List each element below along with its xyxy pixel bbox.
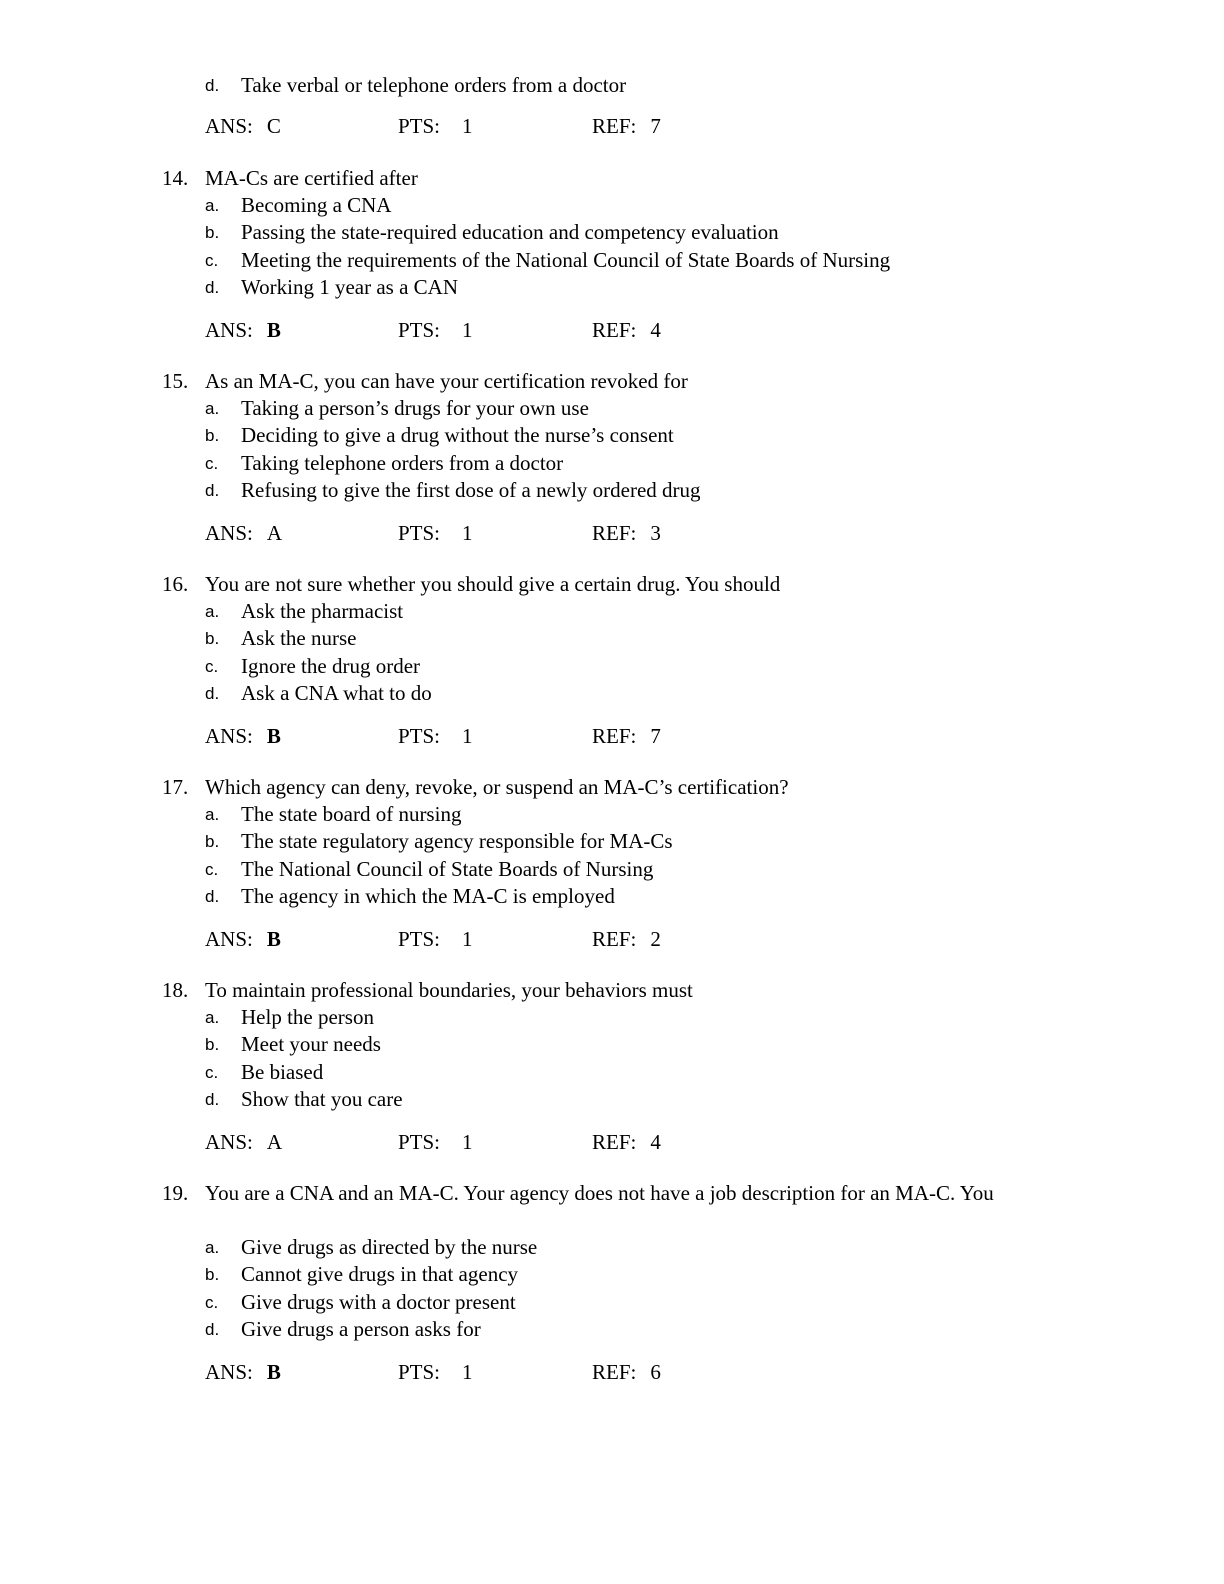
option-text: Refusing to give the first dose of a newly ordered drug	[241, 477, 701, 502]
ref-label: REF:	[592, 521, 637, 546]
ans-value: B	[266, 724, 281, 749]
question-15	[0, 368, 1224, 547]
question-text: MA-Cs are certified after	[205, 166, 418, 190]
question-stem	[0, 977, 1224, 1004]
ans-value: A	[266, 1130, 283, 1155]
points-field	[398, 1359, 473, 1386]
ref-value: 6	[650, 1360, 661, 1385]
question-stem	[0, 571, 1224, 598]
question-17	[0, 774, 1224, 953]
option-text: The agency in which the MA-C is employed	[241, 883, 615, 908]
question-number: 18.	[162, 978, 189, 1002]
option-text: Show that you care	[241, 1086, 403, 1111]
option-letter: c.	[205, 453, 219, 473]
option-d	[0, 680, 1224, 707]
option-text: The state board of nursing	[241, 802, 462, 826]
ref-label: REF:	[592, 1130, 637, 1155]
points-field	[398, 520, 473, 547]
answer-line	[0, 1129, 1224, 1156]
answer-line	[0, 113, 1224, 140]
pts-label: PTS:	[398, 114, 441, 139]
option-b	[0, 625, 1224, 652]
option-d	[0, 1086, 1224, 1113]
ans-value: B	[266, 318, 281, 343]
option-letter: a.	[205, 1238, 220, 1257]
question-text: You are a CNA and an MA-C. Your agency does not have a job description for an MA-C. You	[205, 1181, 994, 1205]
ans-value: C	[266, 114, 281, 139]
answer-field	[205, 1129, 282, 1156]
question-text: You are not sure whether you should give a certain drug. You should	[205, 572, 781, 596]
option-letter: c.	[205, 250, 219, 270]
ref-value: 2	[650, 927, 661, 952]
ans-value: B	[266, 1360, 281, 1385]
option-text: Deciding to give a drug without the nurse’s consent	[241, 423, 674, 448]
answer-field	[205, 317, 281, 344]
ref-label: REF:	[592, 927, 637, 952]
question-stem	[0, 1180, 1224, 1234]
option-d	[0, 274, 1224, 301]
option-a	[0, 1004, 1224, 1031]
option-b	[0, 1261, 1224, 1288]
option-text: Help the person	[241, 1005, 374, 1029]
option-letter: a.	[205, 1008, 220, 1027]
answer-field	[205, 520, 282, 547]
option-c	[0, 856, 1224, 883]
question-14	[0, 165, 1224, 344]
ans-label: ANS:	[205, 318, 253, 343]
points-field	[398, 1129, 473, 1156]
option-c	[0, 450, 1224, 477]
option-text: Ask the pharmacist	[241, 599, 404, 623]
option-letter: c.	[205, 1062, 219, 1082]
question-number: 15.	[162, 369, 189, 393]
option-text: Becoming a CNA	[241, 193, 392, 217]
points-field	[398, 926, 473, 953]
option-c	[0, 1289, 1224, 1316]
ans-label: ANS:	[205, 1360, 253, 1385]
answer-line	[0, 1359, 1224, 1386]
reference-field	[592, 1129, 661, 1156]
option-letter: c.	[205, 656, 219, 676]
question-stem	[0, 774, 1224, 801]
reference-field	[592, 520, 661, 547]
question-18	[0, 977, 1224, 1156]
option-letter: a.	[205, 196, 220, 215]
pts-label: PTS:	[398, 1130, 441, 1155]
pts-value: 1	[462, 1360, 473, 1385]
option-letter: a.	[205, 602, 220, 621]
option-letter: b.	[205, 426, 220, 446]
pts-value: 1	[462, 927, 473, 952]
question-text: As an MA-C, you can have your certification revoked for	[205, 369, 688, 393]
reference-field	[592, 113, 661, 140]
answer-line	[0, 926, 1224, 953]
question-number: 19.	[162, 1181, 189, 1205]
option-letter: b.	[205, 832, 220, 852]
option-letter: d.	[205, 76, 220, 95]
answer-field	[205, 113, 281, 140]
option-letter: d.	[205, 480, 220, 500]
option-letter: a.	[205, 399, 220, 418]
answer-line	[0, 520, 1224, 547]
option-letter: b.	[205, 223, 220, 243]
option-d	[0, 72, 1224, 99]
option-text: Ignore the drug order	[241, 653, 421, 678]
option-text: Ask the nurse	[241, 626, 357, 651]
pts-value: 1	[462, 318, 473, 343]
option-b	[0, 1031, 1224, 1058]
option-text: Give drugs a person asks for	[241, 1316, 481, 1341]
points-field	[398, 317, 473, 344]
option-text: Cannot give drugs in that agency	[241, 1262, 519, 1287]
pts-label: PTS:	[398, 724, 441, 749]
ans-value: A	[266, 521, 283, 546]
option-text: Ask a CNA what to do	[241, 680, 432, 705]
option-text: Taking a person’s drugs for your own use	[241, 396, 589, 420]
answer-field	[205, 1359, 281, 1386]
question-number: 14.	[162, 166, 189, 190]
question-text: Which agency can deny, revoke, or suspend an MA-C’s certification?	[205, 775, 789, 799]
option-text: Give drugs as directed by the nurse	[241, 1235, 538, 1259]
ref-value: 4	[650, 1130, 661, 1155]
pts-value: 1	[462, 114, 473, 139]
question-19	[0, 1180, 1224, 1386]
option-text: Meet your needs	[241, 1032, 381, 1057]
pts-label: PTS:	[398, 318, 441, 343]
answer-line	[0, 723, 1224, 750]
answer-line	[0, 317, 1224, 344]
pts-label: PTS:	[398, 1360, 441, 1385]
ref-value: 4	[650, 318, 661, 343]
question-number: 17.	[162, 775, 189, 799]
option-b	[0, 422, 1224, 449]
option-text: Give drugs with a doctor present	[241, 1289, 516, 1314]
option-a	[0, 395, 1224, 422]
ref-label: REF:	[592, 114, 637, 139]
option-c	[0, 653, 1224, 680]
ref-value: 7	[650, 724, 661, 749]
points-field	[398, 723, 473, 750]
option-a	[0, 1234, 1224, 1261]
option-text: Be biased	[241, 1059, 324, 1084]
ref-value: 3	[650, 521, 661, 546]
option-text: Taking telephone orders from a doctor	[241, 450, 564, 475]
pts-value: 1	[462, 724, 473, 749]
ref-value: 7	[650, 114, 661, 139]
option-d	[0, 1316, 1224, 1343]
option-letter: b.	[205, 1035, 220, 1055]
ref-label: REF:	[592, 318, 637, 343]
question-number: 16.	[162, 572, 189, 596]
ref-label: REF:	[592, 724, 637, 749]
option-a	[0, 801, 1224, 828]
option-text: Meeting the requirements of the National Council of State Boards of Nursing	[241, 247, 891, 272]
question-stem	[0, 368, 1224, 395]
option-a	[0, 598, 1224, 625]
option-letter: b.	[205, 629, 220, 649]
option-a	[0, 192, 1224, 219]
ans-value: B	[266, 927, 281, 952]
option-text: Working 1 year as a CAN	[241, 274, 459, 299]
option-d	[0, 883, 1224, 910]
option-letter: d.	[205, 277, 220, 297]
pts-label: PTS:	[398, 521, 441, 546]
question-16	[0, 571, 1224, 750]
ans-label: ANS:	[205, 521, 253, 546]
option-b	[0, 828, 1224, 855]
option-c	[0, 247, 1224, 274]
ans-label: ANS:	[205, 724, 253, 749]
answer-field	[205, 723, 281, 750]
option-text: The state regulatory agency responsible for MA-Cs	[241, 829, 673, 854]
ans-label: ANS:	[205, 1130, 253, 1155]
question-stem	[0, 165, 1224, 192]
option-letter: d.	[205, 1319, 220, 1339]
question-13-fragment	[0, 72, 1224, 140]
question-text: To maintain professional boundaries, your behaviors must	[205, 978, 693, 1002]
reference-field	[592, 317, 661, 344]
pts-label: PTS:	[398, 927, 441, 952]
option-letter: b.	[205, 1265, 220, 1285]
pts-value: 1	[462, 521, 473, 546]
option-d	[0, 477, 1224, 504]
option-letter: c.	[205, 1292, 219, 1312]
option-letter: c.	[205, 859, 219, 879]
option-letter: d.	[205, 1089, 220, 1109]
ref-label: REF:	[592, 1360, 637, 1385]
option-text: Take verbal or telephone orders from a doctor	[241, 73, 627, 97]
reference-field	[592, 723, 661, 750]
ans-label: ANS:	[205, 927, 253, 952]
answer-field	[205, 926, 281, 953]
option-text: Passing the state-required education and competency evaluation	[241, 220, 779, 245]
option-letter: a.	[205, 805, 220, 824]
reference-field	[592, 1359, 661, 1386]
option-b	[0, 219, 1224, 246]
option-letter: d.	[205, 886, 220, 906]
reference-field	[592, 926, 661, 953]
ans-label: ANS:	[205, 114, 253, 139]
option-c	[0, 1059, 1224, 1086]
option-letter: d.	[205, 683, 220, 703]
points-field	[398, 113, 473, 140]
pts-value: 1	[462, 1130, 473, 1155]
option-text: The National Council of State Boards of Nursing	[241, 856, 654, 881]
